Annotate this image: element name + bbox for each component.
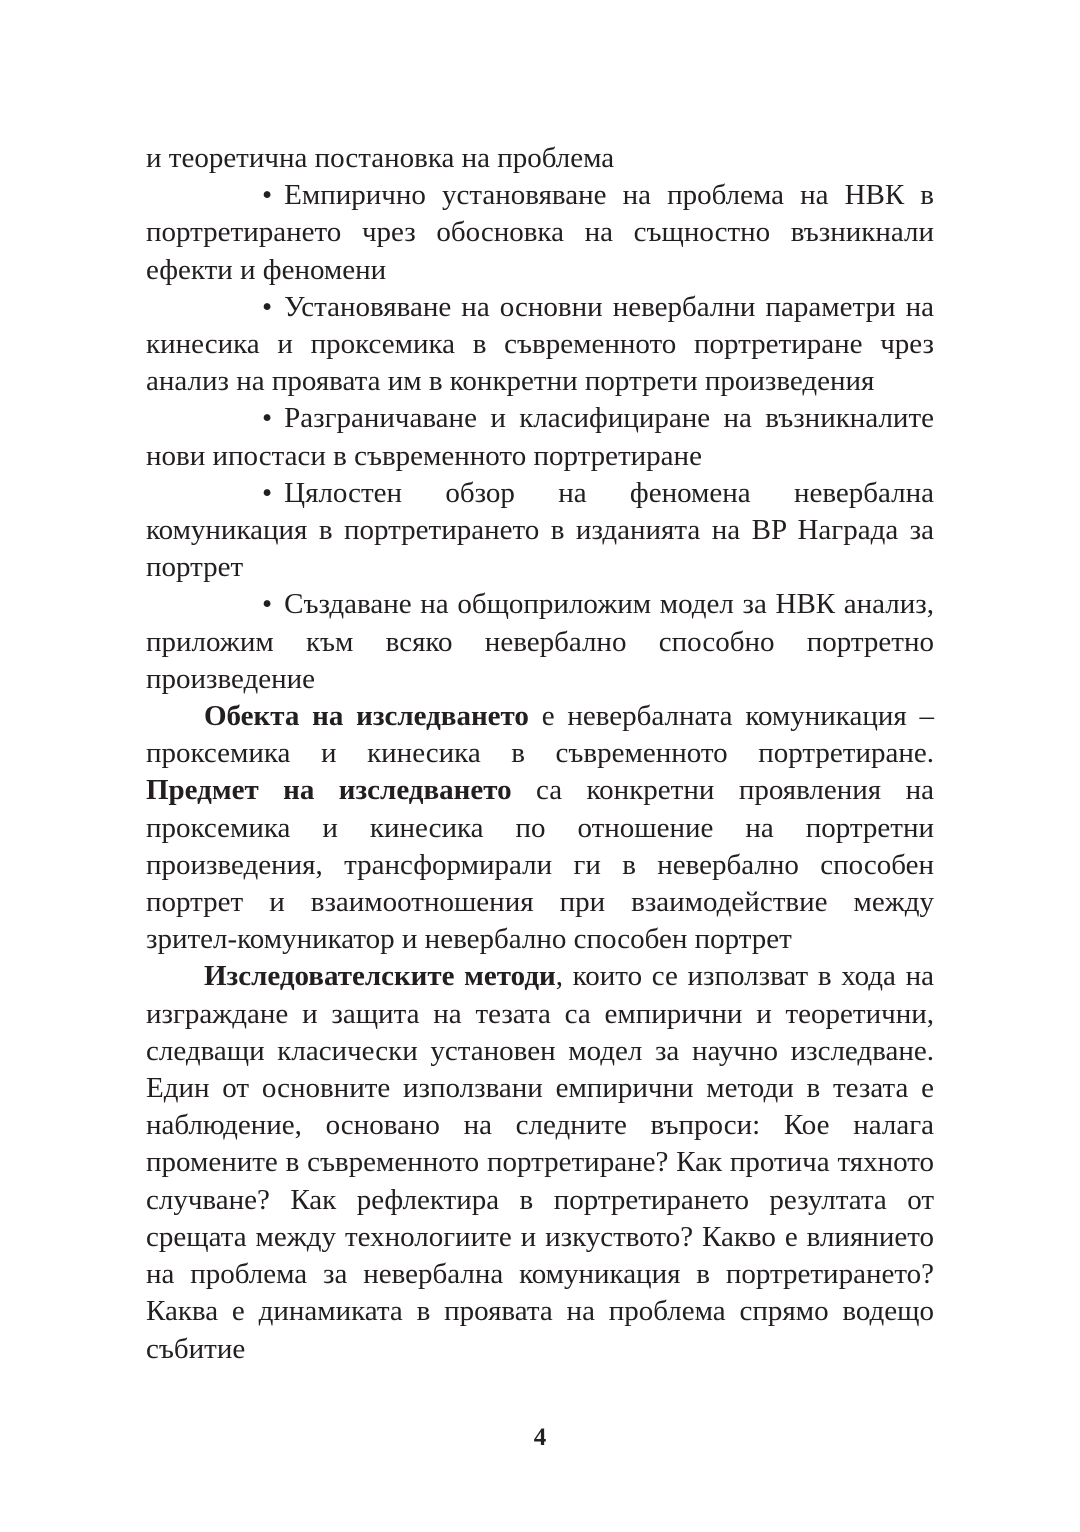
bullet-text: Създаване на общоприложим модел за НВК анализ, приложим към всяко невербално способно портретно произведение xyxy=(146,588,934,695)
bullet-icon: • xyxy=(262,476,273,509)
bullet-item-2 xyxy=(146,289,934,401)
object-heading: Обекта на изследването xyxy=(204,700,529,733)
intro-line: и теоретична постановка на проблема xyxy=(146,142,615,174)
methods-paragraph xyxy=(146,958,934,1367)
bullet-item-4 xyxy=(146,475,934,587)
bullet-text: Емпирично установяване на проблема на НВК в портретирането чрез обосновка на същностно възникнали ефекти и феномени xyxy=(146,179,934,286)
subject-heading: Предмет на изследването xyxy=(146,774,512,807)
bullet-text: Разграничаване и класифициране на възникналите нови ипостаси в съвременното портретиране xyxy=(146,402,934,472)
bullet-item-3 xyxy=(146,400,934,474)
bullet-icon: • xyxy=(262,588,273,621)
page-body xyxy=(146,140,934,1368)
methods-heading: Изследователските методи xyxy=(204,960,556,993)
bullet-item-5 xyxy=(146,586,934,698)
bullet-text: Цялостен обзор на феномена невербална комуникация в портретирането в изданията на BP Награда за портрет xyxy=(146,476,934,584)
bullet-icon: • xyxy=(262,290,273,323)
bullet-icon: • xyxy=(262,179,273,212)
page-number: 4 xyxy=(533,1424,547,1451)
bullet-icon: • xyxy=(262,402,273,435)
subject-text: са конкретни проявления на проксемика и кинесика по отношение на портретни произведения, трансформирали ги в невербално способен портрет и взаимоотношения при взаимодействие между зрител-комуникатор и невербално способен портрет xyxy=(146,774,934,956)
object-paragraph xyxy=(146,698,934,958)
bullet-text: Установяване на основни невербални параметри на кинесика и проксемика в съвременното портретиране чрез анализ на проявата им в конкретни портрети произведения xyxy=(146,290,934,398)
object-text: е невербалната комуникация – проксемика и кинесика в съвременното портретиране. xyxy=(146,700,934,770)
methods-text: , които се използват в хода на изграждане и защита на тезата са емпирични и теоретични, следващи класически установен модел за научно изследване. Един от основните използвани емпирични методи в тезата е наблюдение, основано на следните въпроси: Кое налага промените в съвременното портретиране? Как протича тяхното случване? Как рефлектира в портретирането резултата от срещата между технологиите и изкуството? Какво е влиянието на проблема за невербална комуникация в портретирането? Каква е динамиката в проявата на проблема спрямо водещо събитие xyxy=(146,960,934,1365)
bullet-item-1 xyxy=(146,177,934,289)
